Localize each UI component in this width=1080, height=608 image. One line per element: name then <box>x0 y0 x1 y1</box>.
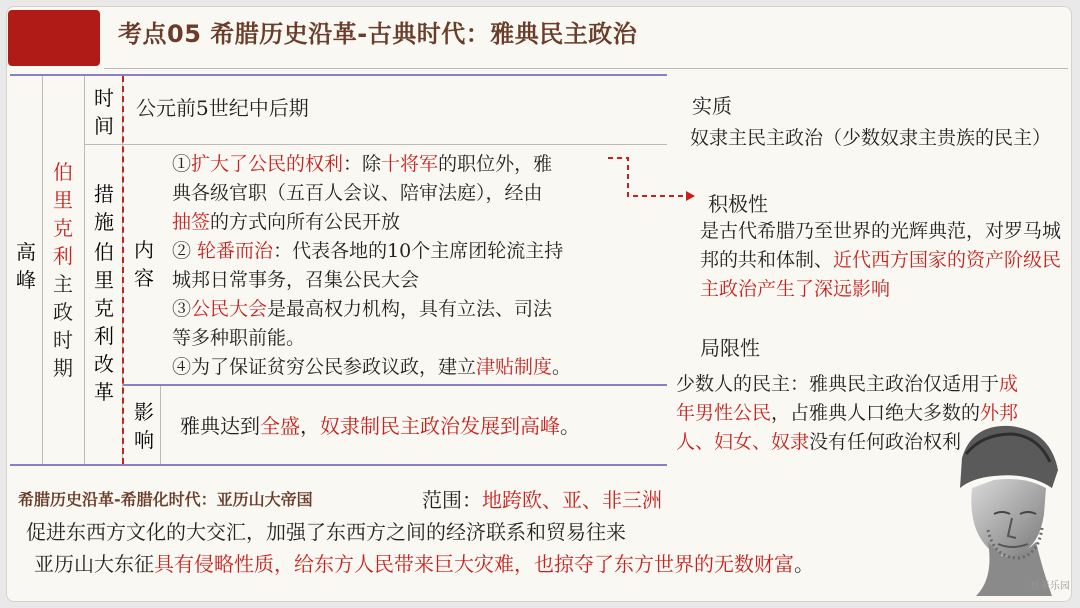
time-label: 时间 <box>94 86 114 138</box>
content-line-2: 典各级官职（五百人会议、陪审法庭），经由 <box>172 182 543 204</box>
table-col-line-4 <box>160 386 161 464</box>
content-line-7: 等多种职前能。 <box>172 327 306 349</box>
table-top-line <box>10 74 667 76</box>
content-line-3: 抽签的方式向所有公民开放 <box>172 211 401 233</box>
influence-label: 影响 <box>134 400 154 452</box>
watermark: 豆米乐园 <box>1030 581 1070 592</box>
essence-label: 实质 <box>692 94 732 118</box>
limit-label: 局限性 <box>700 336 760 360</box>
content-block <box>172 150 666 382</box>
peak-label-text: 高峰 <box>16 240 36 292</box>
time-value: 公元前5世纪中后期 <box>136 96 309 120</box>
content-line-8: ④为了保证贫穷公民参政议政，建立津贴制度。 <box>172 356 572 378</box>
limit-value: 少数人的民主：雅典民主政治仅适用于成年男性公民，占雅典人口绝大多数的外邦人、妇女、奴隶没有任何政治权利 <box>676 373 1019 453</box>
title-divider <box>104 68 1068 69</box>
footer-heading: 希腊历史沿革-希腊化时代：亚历山大帝国 <box>18 490 313 509</box>
red-dashed-separator <box>122 76 124 464</box>
page-title: 考点05 希腊历史沿革-古典时代：雅典民主政治 <box>118 20 638 48</box>
period-label-red: 伯里克利 <box>53 160 73 268</box>
essence-value: 奴隶主民主政治（少数奴隶主贵族的民主） <box>690 127 1052 149</box>
table-col-line-1 <box>42 76 43 464</box>
table-row-divider-1 <box>84 144 667 145</box>
title-accent-tab <box>8 10 100 66</box>
content-line-5: 城邦日常事务，召集公民大会 <box>172 269 420 291</box>
measures-label: 措施 <box>94 182 114 234</box>
footer-line-1: 促进东西方文化的大交汇，加强了东西方之间的经济联系和贸易往来 <box>26 520 626 544</box>
footer-line-2: 亚历山大东征具有侵略性质，给东方人民带来巨大灾难，也掠夺了东方世界的无数财富。 <box>34 552 814 576</box>
content-line-4: ② 轮番而治：代表各地的10个主席团轮流主持 <box>172 240 564 262</box>
table-bottom-line <box>10 464 667 466</box>
pericles-bust-image <box>932 418 1068 600</box>
title-bar <box>8 8 1072 64</box>
period-label <box>51 158 75 382</box>
content-label: 内容 <box>134 238 154 290</box>
table-row-divider-2 <box>122 384 667 386</box>
period-label-black: 主政时期 <box>53 272 73 380</box>
scope-line: 范围：地跨欧、亚、非三洲 <box>422 488 662 512</box>
reform-label: 伯里克利改革 <box>94 240 114 404</box>
table-col-line-2 <box>84 76 85 464</box>
content-line-6: ③公民大会是最高权力机构，具有立法、司法 <box>172 298 553 320</box>
content-line-1: ①扩大了公民的权利：除十将军的职位外，雅 <box>172 153 553 175</box>
positive-value: 是古代希腊乃至世界的光辉典范，对罗马城邦的共和体制、近代西方国家的资产阶级民主政治产生了深远影响 <box>700 220 1062 300</box>
positive-label: 积极性 <box>708 192 768 216</box>
peak-label <box>14 238 38 294</box>
arrow-connector <box>600 150 700 210</box>
influence-value: 雅典达到全盛，奴隶制民主政治发展到高峰。 <box>180 414 580 438</box>
